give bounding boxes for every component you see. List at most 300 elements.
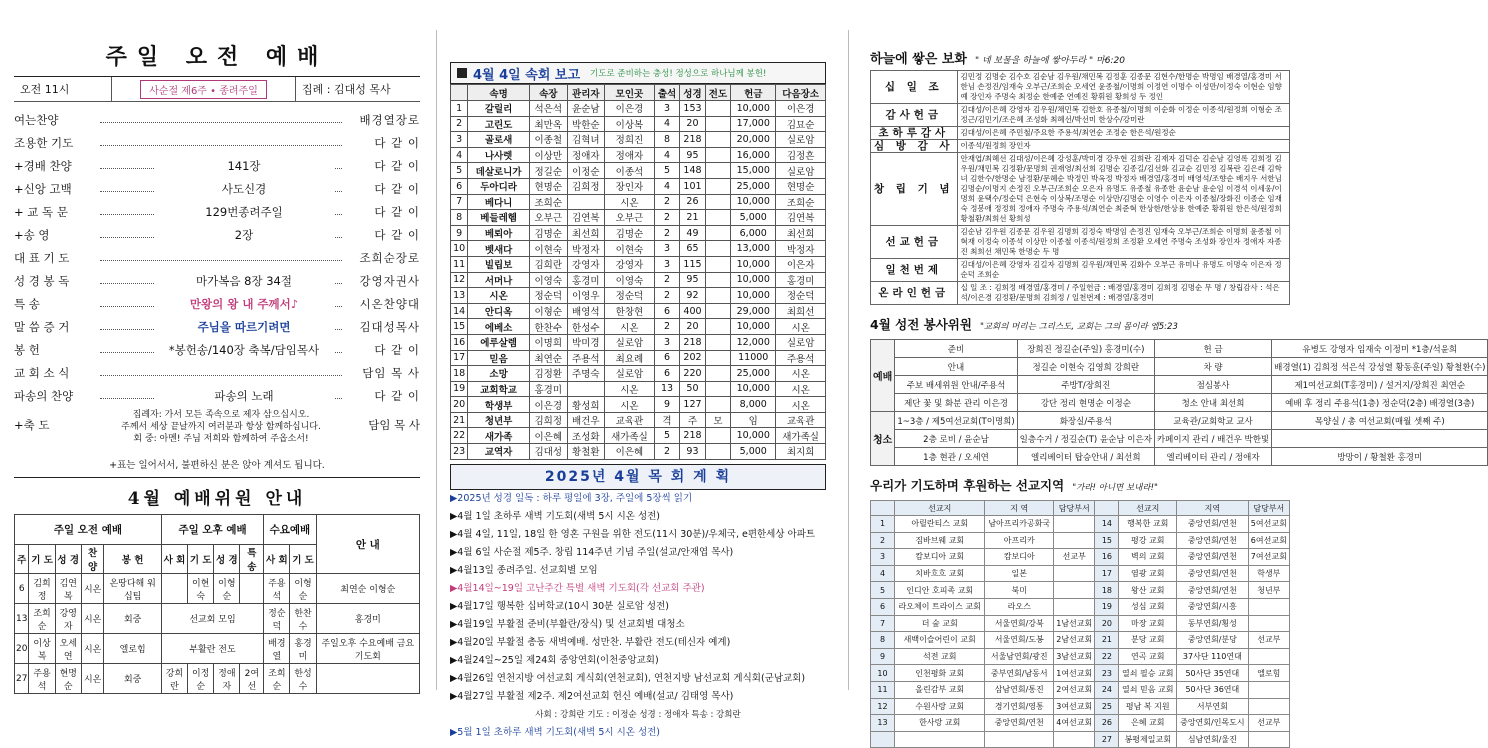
table-cell: 장인자	[605, 178, 655, 194]
table-cell: 김대성	[529, 444, 567, 460]
committee-cell: 유병도 강영자 임재숙 이정미 *1층/석윤희	[1272, 340, 1488, 358]
cell-group-row	[451, 101, 826, 117]
table-cell: 5	[654, 428, 679, 444]
table-cell: 심남연회/울진	[1177, 731, 1249, 748]
table-cell: 18	[1095, 582, 1119, 599]
table-cell: 이은경	[776, 101, 826, 117]
table-cell: 베들레헴	[468, 210, 530, 226]
table-cell: 시온	[468, 288, 530, 304]
table-cell: 베뢰아	[468, 225, 530, 241]
dotted-leader	[100, 260, 342, 261]
table-cell: 5,000	[731, 444, 776, 460]
table-cell: 25	[1095, 698, 1119, 715]
order-label: 특 송	[14, 296, 40, 311]
table-cell: 15	[451, 319, 468, 335]
table-cell: 동부연회/횡성	[1177, 615, 1249, 632]
duty-cell: 엘로힘	[104, 634, 161, 664]
table-cell	[705, 272, 730, 288]
committee-cell: 주보 배세위원 안내/주용석	[895, 376, 1017, 394]
table-cell: 중앙연회/연천	[985, 715, 1054, 732]
benediction-line: 집례자: 가서 모든 족속으로 제자 삼으십시오.	[132, 410, 310, 420]
page-title: 주일 오전 예배	[105, 44, 329, 70]
committee-cell: 강단 정리 현명순 이정순	[1017, 394, 1154, 412]
table-cell: 김희정	[567, 178, 605, 194]
table-cell: 교역자	[468, 444, 530, 460]
duty-group: 안 내	[316, 515, 419, 574]
table-cell: 북미	[985, 582, 1054, 599]
committee-cell: 카페이지 관리 / 배건우 박한빛	[1154, 430, 1271, 448]
table-cell	[705, 366, 730, 382]
table-cell: 16	[1095, 549, 1119, 566]
cell-group-row	[451, 178, 826, 194]
table-cell: 3	[654, 256, 679, 272]
plan-item: ▶4월 4일, 11일, 18일 한 영혼 구원을 위한 전도(11시 30분)/우체국, e편한세상 아파트	[450, 528, 816, 540]
committee-cell: 2층 로비 / 윤순남	[895, 430, 1017, 448]
table-cell: 6	[654, 366, 679, 382]
table-cell: 4	[654, 178, 679, 194]
table-cell: 열쇠 믿음 교회	[1119, 681, 1177, 698]
table-cell: 11	[871, 681, 895, 698]
column-divider	[436, 30, 437, 690]
dotted-leader	[100, 375, 342, 376]
table-cell: 박정자	[567, 241, 605, 257]
table-cell: 중앙연회/시흥	[1177, 598, 1249, 615]
order-row	[14, 108, 420, 131]
table-cell: 빌립보	[468, 256, 530, 272]
cell-group-row	[451, 319, 826, 335]
table-cell: 2여선교회	[1054, 681, 1095, 698]
table-cell: 19	[451, 381, 468, 397]
plan-item: ▶2025년 성경 일독 : 하루 평일에 3장, 주일에 5장씩 읽기	[450, 492, 693, 504]
duty-cell: 20	[15, 634, 29, 664]
offering-type: 선교헌금	[871, 226, 958, 259]
table-cell: 21	[451, 412, 468, 428]
table-cell: 에루살렘	[468, 334, 530, 350]
table-cell: 교육관	[776, 412, 826, 428]
duty-cell: 시온	[81, 604, 104, 634]
table-cell: 시온	[605, 381, 655, 397]
committee-cell: 엘리베이터 관리 / 정애자	[1154, 448, 1271, 466]
table-cell: 염광 교회	[1119, 565, 1177, 582]
table-cell: 시온	[605, 194, 655, 210]
table-cell: 시온	[776, 397, 826, 413]
table-cell: 경기연회/영통	[985, 698, 1054, 715]
section-label: 예배	[871, 340, 895, 412]
column-divider	[848, 30, 849, 690]
table-cell: 8,000	[731, 397, 776, 413]
column-header: 선교지	[1119, 501, 1177, 516]
table-cell: 황성희	[567, 397, 605, 413]
table-cell: 2	[654, 210, 679, 226]
table-cell: 서울남연회/광진	[985, 648, 1054, 665]
table-cell: 16	[451, 334, 468, 350]
table-cell: 9	[654, 397, 679, 413]
committee-cell: 예배 후 정리 주용석(1층) 정순덕(2층) 배경열(3층)	[1272, 394, 1488, 412]
table-cell: 8	[654, 132, 679, 148]
column-header: 선교지	[895, 501, 985, 516]
cell-group-row	[451, 272, 826, 288]
cell-group-row	[451, 381, 826, 397]
table-cell: 주용석	[776, 350, 826, 366]
table-cell: 3남선교회	[1054, 648, 1095, 665]
table-cell: 선교부	[1248, 632, 1289, 649]
duty-subheader: 주	[15, 545, 29, 574]
table-cell: 중부연회/남동서	[985, 665, 1054, 682]
table-cell: 김묘순	[776, 116, 826, 132]
cell-group-row	[451, 303, 826, 319]
plan-title: 2025년 4월 목 회 계 획	[450, 464, 826, 490]
plan-item: ▶5월 1일 초하루 새벽 기도회(새벽 5시 시온 성전)	[450, 726, 660, 738]
offering-row	[871, 226, 1290, 259]
table-cell: 1	[871, 516, 895, 533]
table-cell: 29,000	[731, 303, 776, 319]
committee-cell: 헌 금	[1154, 340, 1271, 358]
table-cell: 아프리카	[985, 532, 1054, 549]
table-cell: 12,000	[731, 334, 776, 350]
table-cell: 이영숙	[529, 272, 567, 288]
order-label: +경배 찬양	[14, 158, 72, 173]
table-cell: 65	[680, 241, 705, 257]
table-cell: 95	[680, 147, 705, 163]
table-cell: 218	[680, 428, 705, 444]
table-cell	[1248, 598, 1289, 615]
table-cell: 14	[1095, 516, 1119, 533]
table-cell: 강영자	[605, 256, 655, 272]
table-cell: 정애자	[567, 147, 605, 163]
table-cell: 학생부	[468, 397, 530, 413]
table-cell: 서울연회/강북	[985, 615, 1054, 632]
table-cell: 14	[451, 303, 468, 319]
table-cell: 50	[680, 381, 705, 397]
duty-cell: 조희순	[29, 604, 55, 634]
duty-cell: 정애자	[214, 664, 240, 694]
table-cell: 92	[680, 288, 705, 304]
table-cell	[1248, 681, 1289, 698]
mission-row	[871, 598, 1290, 615]
order-row	[14, 223, 420, 246]
cell-group-row	[451, 444, 826, 460]
table-cell: 148	[680, 163, 705, 179]
order-content: 주님을 따르기려면	[154, 319, 334, 335]
duty-cell: 강영자	[55, 604, 81, 634]
table-cell: 선교부	[1054, 549, 1095, 566]
table-cell	[705, 194, 730, 210]
table-cell: 11000	[731, 350, 776, 366]
committee-cell: 교육관/교회학교 교사	[1154, 412, 1271, 430]
table-cell: 믿음	[468, 350, 530, 366]
table-cell	[705, 178, 730, 194]
table-cell: 중앙연회/연천	[1177, 582, 1249, 599]
cell-group-row	[451, 116, 826, 132]
table-cell: 10,000	[731, 194, 776, 210]
table-cell: 교육관	[605, 412, 655, 428]
table-cell: 시온	[776, 319, 826, 335]
duty-cell: 현명순	[55, 664, 81, 694]
table-cell: 이현숙	[529, 241, 567, 257]
duty-cell: 선교회 모임	[161, 604, 263, 634]
table-cell: 최요례	[605, 350, 655, 366]
table-cell	[1248, 648, 1289, 665]
service-header	[14, 76, 420, 102]
order-content: 141장	[154, 158, 334, 174]
committee-cell: 청소 안내 최선희	[1154, 394, 1271, 412]
table-cell: 218	[680, 334, 705, 350]
table-cell: 20	[680, 319, 705, 335]
table-cell: 김희정	[529, 412, 567, 428]
table-cell: 석전 교회	[895, 648, 985, 665]
column-header: 담당부서	[1054, 501, 1095, 516]
table-cell: 2	[654, 225, 679, 241]
column-header	[451, 85, 468, 101]
table-cell: 김정흔	[776, 147, 826, 163]
duty-cell: 홍경미	[290, 634, 316, 664]
table-cell: 서울연회/도봉	[985, 632, 1054, 649]
table-cell: 50사단 36연대	[1177, 681, 1249, 698]
order-content: 만왕의 왕 내 주께서♪	[154, 296, 334, 312]
service-theme: 사순절 제6주 • 종려주일	[140, 80, 267, 99]
table-cell: 2남선교회	[1054, 632, 1095, 649]
cell-group-row	[451, 147, 826, 163]
committee-cell: 1~3층 / 제5여선교회(T이명희)	[895, 412, 1017, 430]
column-header	[1095, 501, 1119, 516]
table-cell	[705, 116, 730, 132]
table-cell: 13	[871, 715, 895, 732]
table-cell: 강영자	[567, 256, 605, 272]
table-cell: 9	[871, 648, 895, 665]
table-cell: 3	[654, 241, 679, 257]
committee-cell: 주방T/장희진	[1017, 376, 1154, 394]
offering-type: 온라인헌금	[871, 282, 958, 305]
table-cell: 10,000	[731, 272, 776, 288]
duty-cell: 회중	[104, 604, 161, 634]
duty-cell: 정순덕	[264, 604, 290, 634]
order-label: 대 표 기 도	[14, 250, 70, 265]
committee-cell: 차 량	[1154, 358, 1271, 376]
table-cell: 연곡 교회	[1119, 648, 1177, 665]
table-cell	[1248, 615, 1289, 632]
table-cell: 김혁녀	[567, 132, 605, 148]
order-leader: 다 같 이	[374, 181, 420, 196]
mission-row	[871, 532, 1290, 549]
duty-title: 4월 예배위원 안내	[127, 489, 307, 509]
table-cell: 3	[451, 132, 468, 148]
table-cell	[1054, 582, 1095, 599]
mission-row	[871, 715, 1290, 732]
duty-cell: 이상복	[29, 634, 55, 664]
table-cell: 이정순	[567, 163, 605, 179]
table-cell	[705, 101, 730, 117]
table-cell: 정애자	[605, 147, 655, 163]
dotted-leader	[100, 122, 342, 123]
table-cell: 3	[654, 101, 679, 117]
duty-row	[15, 634, 420, 664]
table-cell: 데살로니가	[468, 163, 530, 179]
duty-cell: 이현숙	[188, 574, 214, 604]
table-cell	[1054, 565, 1095, 582]
service-leader: 집례 : 김대성 목사	[302, 83, 391, 96]
treasure-title: 하늘에 쌓은 보화	[870, 52, 967, 67]
table-cell: 남아프리카공화국	[985, 516, 1054, 533]
table-cell: 현명순	[776, 178, 826, 194]
committee-cell: 제1여선교회(T홍경미) / 설거지/장희진 최연순	[1272, 376, 1488, 394]
mission-row	[871, 698, 1290, 715]
mission-row	[871, 615, 1290, 632]
duty-cell: 주용석	[264, 574, 290, 604]
order-list	[14, 108, 420, 407]
column-header: 속장	[529, 85, 567, 101]
table-cell: 주명숙	[567, 366, 605, 382]
plan-item: ▶4월14일~19일 고난주간 특별 새벽 기도회(각 선교회 주관)	[450, 582, 705, 594]
table-cell: 6	[871, 598, 895, 615]
duty-cell: 온땅다해 워십팀	[104, 574, 161, 604]
mission-row	[871, 731, 1290, 748]
table-cell: 김연복	[567, 210, 605, 226]
committee-row	[871, 394, 1488, 412]
table-cell: 주용석	[567, 350, 605, 366]
duty-cell: 홍경미	[316, 604, 419, 634]
order-row	[14, 292, 420, 315]
table-cell	[705, 241, 730, 257]
table-cell: 5여선교회	[1248, 516, 1289, 533]
committee-row	[871, 430, 1488, 448]
order-leader: 조희순장로	[359, 250, 420, 265]
cell-group-row	[451, 256, 826, 272]
column-header: 다음장소	[776, 85, 826, 101]
order-leader: 배경열장로	[359, 112, 420, 127]
table-cell: 정희진	[605, 132, 655, 148]
order-label: 조용한 기도	[14, 135, 74, 150]
table-cell: 벳새다	[468, 241, 530, 257]
order-leader: 다 같 이	[374, 204, 420, 219]
duty-cell: 강희란	[161, 664, 187, 694]
mission-row	[871, 549, 1290, 566]
table-cell: 13	[451, 288, 468, 304]
order-label: 여는찬양	[14, 112, 59, 127]
duty-cell	[316, 664, 419, 694]
table-cell: 시온	[776, 366, 826, 382]
table-cell: 6	[451, 178, 468, 194]
duty-subheader: 기 도	[29, 545, 55, 574]
duty-cell: 부활란 전도	[161, 634, 263, 664]
table-cell: 선교부	[1248, 715, 1289, 732]
benediction-leader: 담임 목 사	[368, 418, 420, 432]
table-cell: 2	[654, 319, 679, 335]
table-cell: 10,000	[731, 319, 776, 335]
table-cell: 7	[451, 194, 468, 210]
table-cell: 김정환	[529, 366, 567, 382]
offering-type: 십 일 조	[871, 71, 958, 104]
table-cell: 8	[871, 632, 895, 649]
order-leader: 다 같 이	[374, 388, 420, 403]
table-cell	[705, 428, 730, 444]
offering-names: 안재엽/최혜선 김대성/이은혜 강성훈/박미경 강우현 김희란 김재자 김덕순 김순남 김영록 김희정 김우원/채민복 김정환/문명희 권재영/최선희 김명순 김종길/김선화 김교순 김민정 김복란 김은래 김학녀 김한수/한명순 남정환/문혜순 박정민 박옥정 박정자 배경열/홍경미 배영석/조향순 배지우 서한님 김명순/이명지 손정진 오부근/조희순 오은자 유명도 유종철 유종한 윤순남 윤순임 이경석 이세웅/이명희 윤택수/정순덕 은현숙 이상복/조명순 이상만/김명순 이영수 이은자 이종철/장화진 이종순 임재숙 정봉애 정정희 정애자 주명숙 주용석/최연순 최준혁 한상한/한상용 한예준 황휘원 한은석/원정희 황철환/최희선 황희성	[957, 153, 1289, 226]
table-cell: 21	[680, 210, 705, 226]
table-cell: 11	[451, 256, 468, 272]
table-cell: 올린감부 교회	[895, 681, 985, 698]
mission-row	[871, 681, 1290, 698]
table-cell: 새가족실	[605, 428, 655, 444]
service-committee-quote: "교회의 머리는 그리스도, 교회는 그의 몸이라 엡5:23	[979, 322, 1178, 332]
committee-cell: 점심봉사	[1154, 376, 1271, 394]
order-row	[14, 338, 420, 361]
table-cell: 16,000	[731, 147, 776, 163]
order-content: 129번종려주일	[154, 204, 334, 220]
table-cell: 조성화	[567, 428, 605, 444]
duty-cell: 2여선	[240, 664, 264, 694]
cell-group-row	[451, 194, 826, 210]
service-committee-table	[870, 339, 1488, 466]
table-cell: 20	[680, 116, 705, 132]
offering-column	[870, 0, 1486, 745]
table-cell: 중앙연회/분당	[1177, 632, 1249, 649]
standing-remark: +표는 일어서서, 불편하신 분은 앉아 계셔도 됩니다.	[109, 460, 325, 471]
offering-type: 일천번제	[871, 259, 958, 282]
table-cell	[705, 381, 730, 397]
duty-cell: 배경열	[264, 634, 290, 664]
order-row	[14, 246, 420, 269]
duty-subheader: 찬 양	[81, 545, 104, 574]
table-cell: 조희순	[776, 194, 826, 210]
table-cell: 이은경	[605, 101, 655, 117]
offering-row	[871, 259, 1290, 282]
table-cell: 중앙연회/연천	[1177, 565, 1249, 582]
duty-cell: 김연복	[55, 574, 81, 604]
table-cell: 두아디라	[468, 178, 530, 194]
table-cell: 황철환	[567, 444, 605, 460]
offering-row	[871, 104, 1290, 127]
offering-names: 김순남 김우원 김종문 김우원 김명희 김정숙 박명임 손정진 임재숙 오부근/조희순 이명희 윤종철 이혁재 이정숙 이종석 이상만 이종철 이종석/원정희 조정환 오세연 주명숙 조성화 장인자 정애자 자종진 최희선 채민복 한명순 두 명	[957, 226, 1289, 259]
committee-cell: 방망이 / 황철환 홍경미	[1272, 448, 1488, 466]
duty-subheader: 성 경	[55, 545, 81, 574]
table-cell	[1248, 698, 1289, 715]
committee-row	[871, 376, 1488, 394]
mission-row	[871, 582, 1290, 599]
table-cell: 12	[871, 698, 895, 715]
offering-names: 김대성/이은혜 주민철/주요한 주용석/최연순 조정순 한은석/원정순	[957, 127, 1289, 140]
table-cell: 윤순남	[567, 101, 605, 117]
table-cell: 한창현	[605, 303, 655, 319]
committee-cell: 일층수거 / 정길순(T) 윤순남 이은자	[1017, 430, 1154, 448]
cell-group-row	[451, 428, 826, 444]
table-cell: 5	[451, 163, 468, 179]
duty-subheader: 봉 헌	[104, 545, 161, 574]
order-content: 사도신경	[154, 181, 334, 197]
cell-group-row	[451, 334, 826, 350]
table-cell: 3	[871, 549, 895, 566]
plan-item: ▶4월19일 부활절 준비(부활란/장식) 및 선교회별 대청소	[450, 618, 685, 630]
table-cell: 아릴란티스 교회	[895, 516, 985, 533]
table-cell: 캄보디아	[985, 549, 1054, 566]
committee-cell	[1272, 430, 1488, 448]
table-cell: 한찬수	[529, 319, 567, 335]
order-row	[14, 177, 420, 200]
table-cell: 임	[731, 412, 776, 428]
table-cell: 정순덕	[605, 288, 655, 304]
committee-cell: 화장실/주용석	[1017, 412, 1154, 430]
table-cell	[567, 381, 605, 397]
duty-cell: 한찬수	[290, 604, 316, 634]
mission-quote: "가라! 아니면 보내라!"	[1072, 483, 1158, 493]
table-cell	[705, 334, 730, 350]
order-leader: 담임 목 사	[362, 365, 420, 380]
table-cell: 고린도	[468, 116, 530, 132]
table-cell: 7	[871, 615, 895, 632]
table-cell: 95	[680, 272, 705, 288]
table-cell: 벽의 교회	[1119, 549, 1177, 566]
table-cell: 더 숲 교회	[895, 615, 985, 632]
table-cell: 13,000	[731, 241, 776, 257]
table-cell: 220	[680, 366, 705, 382]
